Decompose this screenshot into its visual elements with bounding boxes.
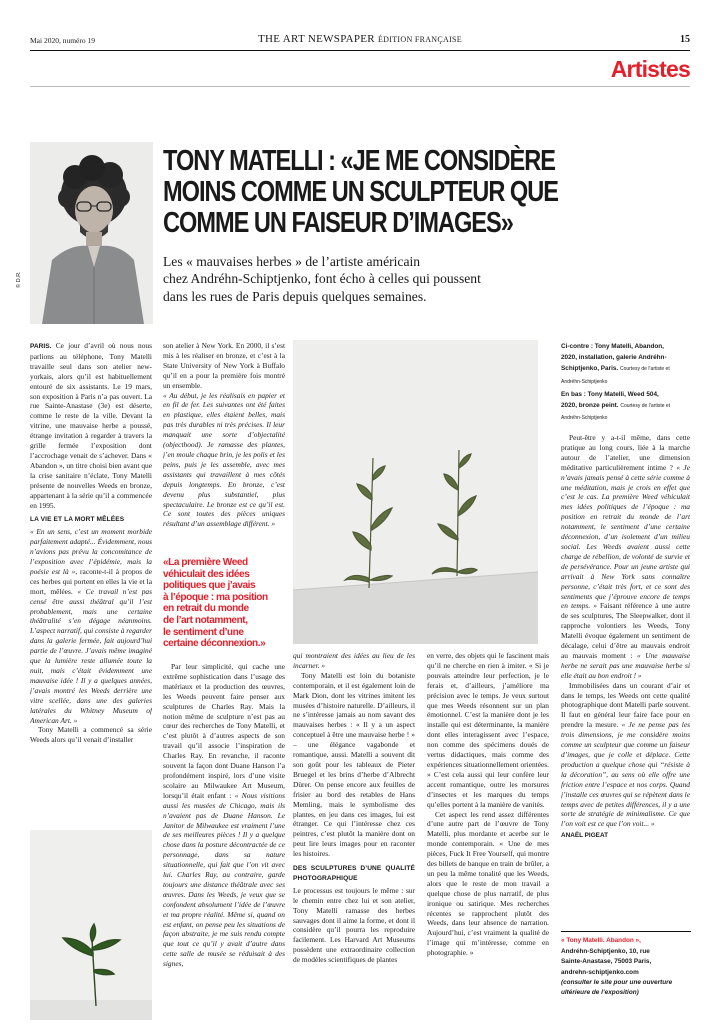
quote: « Je n’avais jamais pensé à cette série comme à une méditation, mais je crois en effet que c’est le cas. La première Weed véhiculait mes idées politiques de l’époque : ma position en retrait du monde de l’art notamment, le sentiment d’une certaine déconnexion, d’un isolement d’un milieu social. Les Weeds avaient aussi cette charge de rébellion, de volonté de survie et de persévérance. Pour un jeune artiste qui arrivait à New York sans connaître personne, c’était très fort, et ce sont des sentiments que j’éprouve encore de temps en temps. » (561, 462, 690, 611)
portrait-photo (30, 142, 153, 324)
quote: « En un sens, c’est un moment morbide parfaitement adapté... Évidemment, nous n’avions pas prévu la concomitance de l’exposition avec l’épidémie, mais la poésie est là », (30, 527, 152, 576)
title-line: MOINS COMME UN SCULPTEUR QUE (163, 176, 558, 208)
quote: « Au début, je les réalisais en papier et en fil de fer. Les suivantes ont été faites en plastique, elles étaient belles, mais pas très durables ni très précises. Il leur manquait une sorte d’objectalité (objecthood). Je ramasse des plantes, j’en moule chaque brin, je les polis et les peins, puis je les assemble, avec mes assistants qui travaillent à mes côtés depuis longtemps. En bronze, c’est devenu plus substantiel, plus spectaculaire. Le bronze est ce qu’il est. Ce sont toutes des pièces uniques résultant d’un assemblage différent. » (163, 390, 285, 529)
caption-1 (561, 341, 691, 388)
column-3 (293, 651, 415, 1021)
exhibition-info (561, 936, 691, 998)
paragraph: Peut-être y a-t-il même, dans cette pratique au long cours, liée à la marche autour de l’atelier, une dimension méditative particulièrement intime ? (561, 433, 690, 472)
masthead-title: THE ART NEWSPAPER (258, 33, 375, 45)
column-2-bottom (163, 662, 285, 1020)
pull-quote (163, 557, 285, 650)
standfirst-line: dans les rues de Paris depuis quelques semaines. (163, 288, 427, 304)
section-rule (30, 86, 690, 87)
paragraph: raconte-t-il à propos de ces herbes qui portent en elles la vie et la mort, mêlées. (30, 566, 152, 596)
caption-courtesy: Courtesy de l’artiste et Andréhn-Schiptjenko (561, 403, 671, 422)
pullquote-line: en retrait du monde (163, 603, 249, 615)
pullquote-line: à l’époque : ma position (163, 591, 268, 603)
quote: « Une mauvaise herbe ne serait pas une mauvaise herbe si elle était au bon endroit ! » (561, 650, 690, 680)
masthead (0, 33, 720, 45)
author: ANAËL PIGEAT (561, 832, 608, 840)
plant-illustration (293, 340, 538, 644)
info-line: Sainte-Anastase, 75003 Paris, (561, 958, 652, 966)
standfirst-line: Les « mauvaises herbes » de l’artiste américain (163, 254, 421, 269)
column-2-top (163, 341, 285, 541)
quote: « Je ne pense pas les trois dimensions, je me considère moins comme un sculpteur que comme un faiseur d’images, que je colle et déplace. Cette production a quelque chose qui “résiste à la décoration”, au sens où elle offre une friction entre l’espace et nos corps. Quand j’installe ces œuvres qui se répètent dans le temps avec de petites différences, il y a une sorte de stratégie de minimalisme. Ce que l’on voit est ce que l’on voit... » (561, 720, 690, 829)
column-4 (427, 651, 549, 1021)
quote: « Ce travail n’est pas censé être aussi théâtral qu’il l’est probablement, mais une certaine théâtralité s’en dégage néanmoins. L’aspect narratif, qui consiste à regarder dans la galerie fermée, fait aujourd’hui partie de l’œuvre. J’avais même imaginé que la lumière reste allumée toute la nuit, mais c’était évidemment une mauvaise idée ! Il y a quelques années, j’avais montré les Weeds derrière une vitre scellée, dans une des galeries latérales du Whitney Museum of American Art. » (30, 586, 152, 725)
subhead: DES SCULPTURES D’UNE QUALITÉ PHOTOGRAPHIQUE (293, 865, 415, 882)
weed-illustration (30, 830, 152, 1020)
caption-line: Ci-contre : Tony Matelli, Abandon, (561, 343, 664, 350)
title-line: COMME UN FAISEUR D’IMAGES» (163, 207, 513, 239)
paragraph: Immobilisées dans un courant d’air et dans le temps, les Weeds ont cette qualité photographique dont Matelli parle souvent. Il faut en général leur faire face pour en prendre la mesure. (561, 680, 690, 730)
pullquote-line: certaine déconnexion.» (163, 638, 266, 650)
paragraph: son atelier à New York. En 2000, il s’est mis à les réaliser en bronze, et c’est à la State University of New York à Buffalo qu’il en a pour la première fois montré un ensemble. (163, 341, 285, 390)
quote: qui montraient des idées au lieu de les incarner. » (293, 651, 415, 670)
caption-line: 2020, bronze peint. (561, 402, 619, 410)
info-line: Andréhn-Schiptjenko, 10, rue (561, 947, 650, 955)
info-rule (561, 931, 691, 932)
caption-2 (561, 389, 691, 425)
paragraph: Tony Matelli a commencé sa série Weeds alors qu’il venait d’installer (30, 725, 152, 745)
paragraph: en verre, des objets qui le fascinent mais qu’il ne cherche en rien à imiter. « Si je pouvais atteindre leur perfection, je le ferais et, d’ailleurs, j’améliore ma précision avec le temps. Je veux surtout que mes Weeds résonnent sur un plan émotionnel. C’est la manière dont je les installe qui est déterminante, la manière dont elles interagissent avec l’espace, non comme des spécimens doués de vertus didactiques, mais comme des expériences situationnellement orientées. » C’est cela aussi qui leur confère leur accent romantique, outre les morsures d’insectes et les marques du temps qu’elles portent à la manière de vanités. (427, 651, 549, 809)
info-title: « Tony Matelli. Abandon », (561, 937, 641, 944)
portrait-credit: © D.R. (16, 271, 22, 288)
paragraph: Ce jour d’avril où nous nous parlions au téléphone, Tony Matelli travaille seul dans son atelier new-yorkais, alors qu’il est habituellement entouré de six assistants. Le 19 mars, son exposition à Paris n’a pas ouvert. La rue Sainte-Anastase (3e) est déserte, comme le reste de la ville. Devant la vitrine, une mauvaise herbe a poussé, étrange invitation à regarder à travers la grille fermée l’exposition dont l’accrochage venait de s’achever. Dans « Abandon », un titre choisi bien avant que la crise sanitaire n’éclate, Tony Matelli présente de nouvelles Weeds en bronze, appartenant à la série qu’il a commencée en 1995. (30, 341, 152, 510)
quote: « Nous visitions aussi les musées de Chicago, mais ils n’avaient pas de Duane Hanson. Le Janitor de Milwaukee est vraiment l’une de ses meilleures pièces ! Il y a quelque chose dans la posture décontractée de ce personnage, dans sa nature situationnelle, qui fait que l’on vit avec lui. Charles Ray, au contraire, garde toujours une distance théâtrale avec ses œuvres. Dans les Weeds, je veux que se confondent absolument l’idée de l’œuvre et ma propre réalité. Même si, quand on est enfant, on pense peu les situations de façon abstraite, je me suis rendu compte que tout ce qu’il y avait d’autre dans cette salle de musée se réduisait à des signes, (163, 790, 285, 969)
info-note: (consulter le site pour une ouverture ultérieure de l’exposition) (561, 979, 673, 997)
header-rule (30, 50, 690, 51)
subhead: LA VIE ET LA MORT MÊLÉES (30, 516, 125, 524)
paragraph: Tony Matelli est loin du botaniste contemporain, et il est également loin de Mark Dion, dont les vitrines imitent les musées d’histoire naturelle. D’ailleurs, il ne s’intéresse jamais au nom savant des mauvaises herbes : « Il y a un aspect conceptuel à être une mauvaise herbe ! » – une élégance vagabonde et romantique, aussi. Matelli a souvent dit son goût pour les tableaux de Pieter Bruegel et les brins d’herbe d’Albrecht Dürer. On pense encore aux feuilles de frisier au bord des retables de Hans Memling, mais le symbolisme des plantes, en jeu dans ces images, lui est étranger. Ce qui l’intéresse chez ces peintres, c’est plutôt la manière dont on peut lire leurs images pour en raconter les histoires. (293, 670, 415, 859)
column-5 (561, 433, 690, 923)
article-title (163, 146, 611, 239)
info-line: andrehn-schiptjenko.com (561, 968, 639, 976)
caption-courtesy: Courtesy de l’artiste et Andréhn-Schiptjenko (561, 366, 670, 385)
pullquote-line: politiques que j’avais (163, 580, 256, 592)
pullquote-line: véhiculait des idées (163, 568, 250, 580)
caption-line: Schiptjenko, Paris. (561, 365, 619, 373)
masthead-edition: ÉDITION FRANÇAISE (377, 35, 462, 44)
standfirst-line: chez Andréhn-Schiptjenko, font écho à celles qui poussent (163, 271, 481, 287)
weed-photo (30, 830, 152, 1020)
portrait-illustration (30, 142, 153, 324)
section-title: Artistes (610, 56, 690, 82)
pullquote-line: le sentiment d’une (163, 626, 244, 638)
title-line: TONY MATELLI : «JE ME CONSIDÈRE (163, 145, 556, 177)
dateline: PARIS. (30, 343, 52, 350)
paragraph: Le processus est toujours le même : sur le chemin entre chez lui et son atelier, Tony Matelli ramasse des herbes sauvages dont il aime la forme, et dont il considère qu’il pourra les reproduire facilement. Les Harvard Art Museums possèdent une extraordinaire collection de modèles scientifiques de plantes (293, 885, 415, 965)
standfirst (163, 253, 523, 305)
installation-photo (293, 340, 538, 644)
caption-line: 2020, installation, galerie Andréhn- (561, 354, 667, 362)
pullquote-line: «La première Weed (163, 557, 248, 568)
caption-line: En bas : Tony Matelli, Weed 504, (561, 391, 659, 398)
paragraph: Par leur simplicité, qui cache une extrême sophistication dans l’usage des matériaux et la production des œuvres, les Weeds peuvent faire penser aux sculptures de Charles Ray. Mais la notion même de sculpture n’est pas au cœur des recherches de Tony Matelli, et c’est plutôt à d’autres aspects de son travail qu’il associe l’inspiration de Charles Ray. En revanche, il raconte souvent la façon dont Duane Hanson l’a profondément inspiré, lors d’une visite scolaire au Milwaukee Art Museum, lorsqu’il était enfant : (163, 662, 285, 800)
paragraph: Cet aspect les rend assez différentes d’une autre part de l’œuvre de Tony Matelli, plus mordante et acerbe sur le monde contemporain. « Une de mes pièces, Fuck It Free Yourself, qui montre des billets de banque en train de brûler, a un peu la même tonalité que les Weeds, alors que le reste de mon travail a quelque chose de plus narratif, de plus ironique ou satirique. Mes recherches récentes se rapprochent plutôt des Weeds, dans leur absence de narration. Aujourd’hui, c’est vraiment la qualité de l’image qui m’intéresse, comme en photographie. » (427, 809, 549, 958)
pullquote-line: de l’art notamment, (163, 614, 248, 626)
page-number: 15 (680, 34, 690, 45)
issue-date: Mai 2020, numéro 19 (30, 36, 95, 45)
paragraph: Faisant référence à une autre de ses sculptures, The Sleepwalker, dont il rapproche volontiers les Weeds, Tony Matelli évoque également un sentiment de décalage, celui d’être au mauvais endroit au mauvais moment : (561, 601, 690, 660)
